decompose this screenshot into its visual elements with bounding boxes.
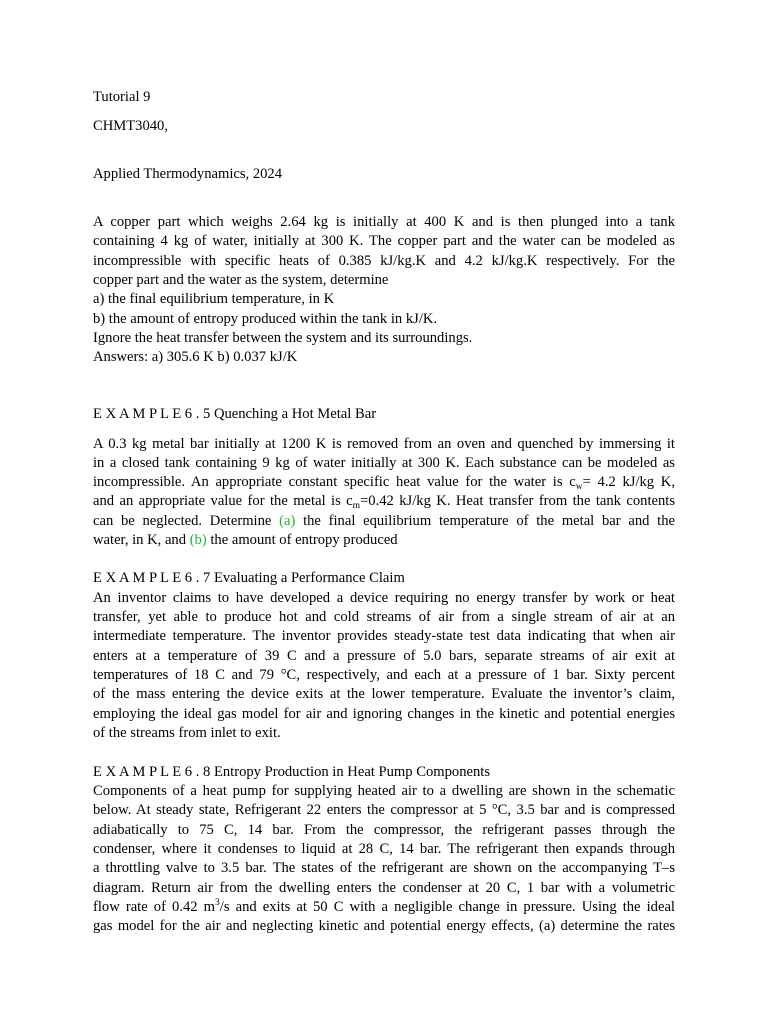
paragraph-line: a throttling valve to 3.5 bar. The states of the refrigerant are shown on the accompanying T–s bbox=[93, 860, 675, 876]
paragraph-line: employing the ideal gas model for air and ignoring changes in the kinetic and potential energies bbox=[93, 706, 675, 722]
paragraph-line: in a closed tank containing 9 kg of water initially at 300 K. Each substance can be modeled as bbox=[93, 455, 675, 471]
course-subject: Applied Thermodynamics, 2024 bbox=[93, 166, 283, 182]
text-run: /s and exits at 50 C with a negligible change in pressure. Using the ideal bbox=[219, 899, 675, 915]
part-b-label: (b) bbox=[189, 532, 207, 548]
text-run: = 4.2 kJ/kg K, bbox=[582, 474, 675, 490]
paragraph-line: containing 4 kg of water, initially at 300 K. The copper part and the water can be modeled as bbox=[93, 233, 675, 249]
part-a-label: (a) bbox=[279, 513, 296, 529]
answers-line: Answers: a) 305.6 K b) 0.037 kJ/K bbox=[93, 349, 298, 365]
text-run: the final equilibrium temperature of the metal bar and the bbox=[295, 513, 675, 529]
paragraph-line: of the streams from inlet to exit. bbox=[93, 725, 281, 741]
course-code: CHMT3040, bbox=[93, 118, 168, 134]
paragraph-line: b) the amount of entropy produced within the tank in kJ/K. bbox=[93, 311, 438, 327]
paragraph-line: A copper part which weighs 2.64 kg is initially at 400 K and is then plunged into a tank bbox=[93, 214, 675, 230]
paragraph-line: Components of a heat pump for supplying heated air to a dwelling are shown in the schematic bbox=[93, 783, 675, 799]
paragraph-line: transfer, yet able to produce hot and cold streams of air from a single stream of air at an bbox=[93, 609, 675, 625]
paragraph-line bbox=[93, 898, 675, 917]
paragraph-line: An inventor claims to have developed a device requiring no energy transfer by work or heat bbox=[93, 590, 675, 606]
text-run: the amount of entropy produced bbox=[206, 532, 398, 548]
text-run: can be neglected. Determine bbox=[93, 513, 280, 529]
example-heading: E X A M P L E 6 . 7 Evaluating a Performance Claim bbox=[93, 570, 405, 586]
superscript-3: 3 bbox=[215, 898, 220, 908]
subscript-m: m bbox=[352, 501, 361, 511]
text-run: flow rate of 0.42 m bbox=[93, 899, 216, 915]
text-run: incompressible. An appropriate constant specific heat value for the water is c bbox=[93, 474, 576, 490]
text-run: =0.42 kJ/kg K. Heat transfer from the tank contents bbox=[360, 493, 676, 509]
example-heading: E X A M P L E 6 . 8 Entropy Production in Heat Pump Components bbox=[93, 764, 490, 780]
paragraph-line: below. At steady state, Refrigerant 22 enters the compressor at 5 °C, 3.5 bar and is compressed bbox=[93, 802, 675, 818]
paragraph-line: incompressible with specific heats of 0.385 kJ/kg.K and 4.2 kJ/kg.K respectively. For the bbox=[93, 253, 675, 269]
paragraph-line: adiabatically to 75 C, 14 bar. From the compressor, the refrigerant passes through the bbox=[93, 822, 675, 838]
paragraph-line: temperatures of 18 C and 79 °C, respectively, and each at a pressure of 1 bar. Sixty percent bbox=[93, 667, 675, 683]
paragraph-line bbox=[93, 473, 675, 492]
paragraph-line: a) the final equilibrium temperature, in K bbox=[93, 291, 335, 307]
text-run: water, in K, and bbox=[93, 532, 190, 548]
paragraph-line: of the mass entering the device exits at the lower temperature. Evaluate the inventor’s claim, bbox=[93, 686, 675, 702]
paragraph-line: condenser, where it condenses to liquid at 28 C, 14 bar. The refrigerant then expands through bbox=[93, 841, 675, 857]
tutorial-title: Tutorial 9 bbox=[93, 89, 151, 105]
paragraph-line: diagram. Return air from the dwelling enters the condenser at 20 C, 1 bar with a volumetric bbox=[93, 880, 675, 896]
paragraph-line: copper part and the water as the system, determine bbox=[93, 272, 389, 288]
paragraph-line bbox=[93, 512, 675, 531]
subscript-w: w bbox=[575, 482, 583, 492]
paragraph-line: Ignore the heat transfer between the system and its surroundings. bbox=[93, 330, 473, 346]
paragraph-line: intermediate temperature. The inventor provides steady-state test data indicating that when air bbox=[93, 628, 675, 644]
paragraph-line: gas model for the air and neglecting kinetic and potential energy effects, (a) determine the rates bbox=[93, 918, 675, 934]
paragraph-line: A 0.3 kg metal bar initially at 1200 K is removed from an oven and quenched by immersing it bbox=[93, 436, 675, 452]
example-heading: E X A M P L E 6 . 5 Quenching a Hot Metal Bar bbox=[93, 406, 377, 422]
paragraph-line bbox=[93, 531, 675, 550]
text-run: and an appropriate value for the metal is c bbox=[93, 493, 353, 509]
paragraph-line bbox=[93, 492, 675, 511]
paragraph-line: enters at a temperature of 39 C and a pressure of 5.0 bars, separate streams of air exit at bbox=[93, 648, 675, 664]
